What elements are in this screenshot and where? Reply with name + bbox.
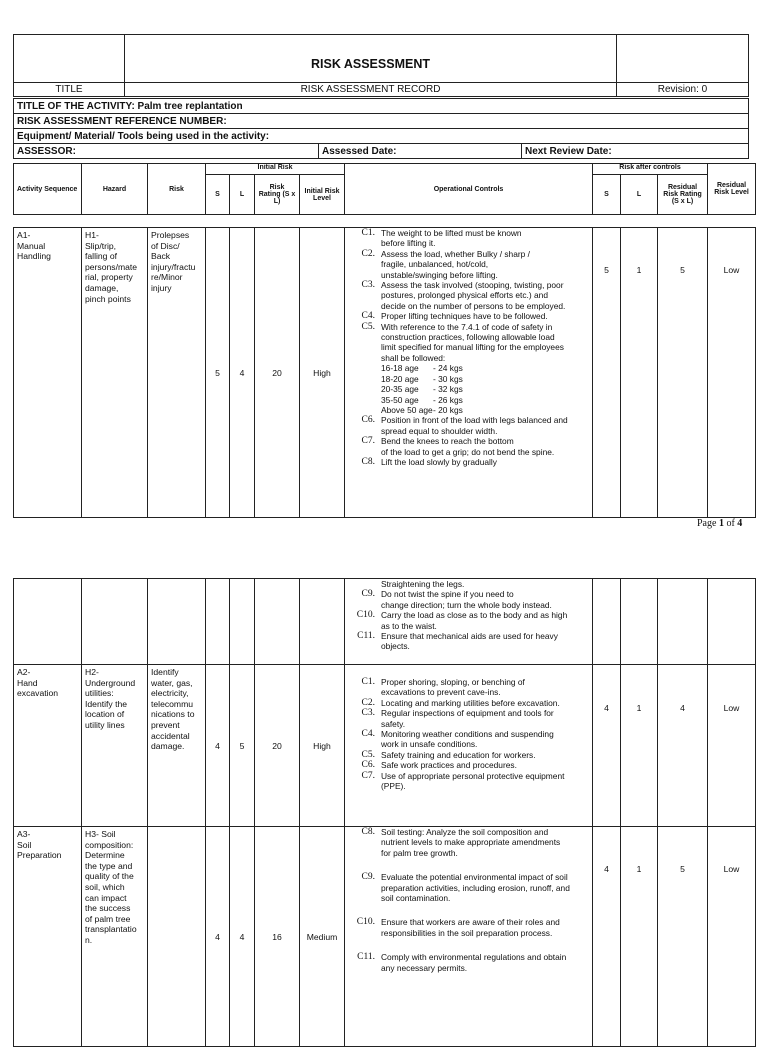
age-range: 35-50 age bbox=[381, 394, 419, 405]
residual-rating-cell: 5 bbox=[658, 827, 708, 1047]
risk-cell bbox=[148, 827, 206, 1047]
page-total: 4 bbox=[737, 518, 743, 529]
risk-table-header bbox=[13, 163, 756, 215]
residual-level-cell: Low bbox=[708, 665, 756, 827]
load-limit: - 26 kgs bbox=[433, 394, 463, 405]
control-number: C2. bbox=[361, 248, 375, 259]
control-text: Straightening the legs. bbox=[381, 579, 465, 589]
control-text: Comply with environmental regulations and obtain any necessary permits. bbox=[381, 952, 567, 973]
load-limit: - 20 kgs bbox=[433, 404, 463, 415]
col-s-after: S bbox=[593, 175, 621, 215]
severity-cell: 4 bbox=[206, 827, 230, 1047]
age-range: Above 50 age bbox=[381, 404, 433, 415]
likelihood-cell: 5 bbox=[230, 665, 255, 827]
control-text: Do not twist the spine if you need to change direction; turn the whole body instead. bbox=[381, 589, 552, 610]
age-limit-row bbox=[381, 374, 592, 384]
control-number: C4. bbox=[361, 311, 375, 322]
col-residual-level: Residual Risk Level bbox=[708, 164, 756, 215]
control-number: C9. bbox=[361, 589, 375, 600]
control-text: The weight to be lifted must be known before lifting it. bbox=[381, 228, 522, 249]
control-number: C1. bbox=[361, 228, 375, 238]
controls-cell bbox=[345, 665, 593, 827]
control-number: C3. bbox=[361, 280, 375, 291]
age-limit-row bbox=[381, 363, 592, 373]
control-text: Position in front of the load with legs balanced and spread equal to shoulder width. bbox=[381, 415, 568, 436]
activity-cell: A1- Manual Handling bbox=[14, 228, 82, 518]
risk-level-cell: Medium bbox=[300, 827, 345, 1047]
page-of: of bbox=[723, 518, 738, 529]
residual-rating-cell: 4 bbox=[658, 665, 708, 827]
likelihood-cell: 4 bbox=[230, 228, 255, 518]
control-text: Proper shoring, sloping, or benching of excavations to prevent cave-ins. bbox=[381, 677, 525, 698]
col-controls: Operational Controls bbox=[345, 164, 593, 215]
equipment-label: Equipment/ Material/ Tools being used in the activity: bbox=[14, 129, 749, 144]
load-limit: - 30 kgs bbox=[433, 373, 463, 384]
next-review-label: Next Review Date: bbox=[522, 144, 749, 159]
col-risk: Risk bbox=[148, 164, 206, 215]
control-number: C8. bbox=[361, 456, 375, 467]
control-number: C5. bbox=[361, 321, 375, 332]
controls-list bbox=[345, 827, 592, 973]
page-current: 1 bbox=[718, 518, 724, 529]
control-text: Use of appropriate personal protective equipment (PPE). bbox=[381, 770, 565, 792]
controls-list bbox=[345, 579, 592, 652]
control-number: C2. bbox=[361, 697, 375, 708]
control-text: Regular inspections of equipment and tools for safety. bbox=[381, 708, 554, 729]
logo-cell bbox=[14, 35, 125, 83]
reference-number: RISK ASSESSMENT REFERENCE NUMBER: bbox=[14, 114, 749, 129]
hazard-cell: H1- Slip/trip, falling of persons/mate rial, property damage, pinch points bbox=[82, 228, 148, 518]
info-table bbox=[13, 98, 749, 159]
control-text: Assess the task involved (stooping, twisting, poor postures, prolonged physical efforts etc.) and decide on the number of persons to be employed. bbox=[381, 280, 566, 311]
load-limit: - 24 kgs bbox=[433, 363, 463, 374]
control-number: C11. bbox=[357, 631, 375, 642]
control-number: C9. bbox=[361, 872, 375, 883]
col-residual-rating: Residual Risk Rating (S x L) bbox=[658, 175, 708, 215]
col-s: S bbox=[206, 175, 230, 215]
title-label: TITLE bbox=[14, 83, 125, 97]
residual-severity-cell: 5 bbox=[593, 228, 621, 518]
likelihood-cell: 4 bbox=[230, 827, 255, 1047]
risk-level-cell: High bbox=[300, 228, 345, 518]
risk-table-page2 bbox=[13, 578, 756, 1047]
col-hazard: Hazard bbox=[82, 164, 148, 215]
residual-severity-cell: 4 bbox=[593, 827, 621, 1047]
residual-level-cell: Low bbox=[708, 827, 756, 1047]
header-right-cell bbox=[617, 35, 749, 83]
residual-likelihood-cell: 1 bbox=[621, 827, 658, 1047]
risk-cell: Prolepses of Disc/ Back injury/fractu re/Minor injury bbox=[148, 228, 206, 518]
control-text: Locating and marking utilities before excavation. bbox=[381, 697, 560, 708]
age-limit-list bbox=[381, 363, 592, 415]
residual-likelihood-cell: 1 bbox=[621, 228, 658, 518]
control-text: Assess the load, whether Bulky / sharp / fragile, unbalanced, hot/cold, unstable/swinging before lifting. bbox=[381, 248, 530, 280]
risk-level-cell: High bbox=[300, 665, 345, 827]
controls-list bbox=[345, 228, 592, 467]
activity-cell: A2- Hand excavation bbox=[14, 665, 82, 827]
page-number bbox=[697, 518, 742, 529]
col-initial-level: Initial Risk Level bbox=[300, 175, 345, 215]
table-row bbox=[14, 827, 756, 1047]
severity-cell: 4 bbox=[206, 665, 230, 827]
control-number: C5. bbox=[361, 749, 375, 760]
control-text: Bend the knees to reach the bottom of the load to get a grip; do not bend the spine. bbox=[381, 436, 555, 457]
risk-rating-cell: 16 bbox=[255, 827, 300, 1047]
table-row bbox=[14, 665, 756, 827]
control-number: C10. bbox=[356, 610, 375, 621]
control-text: Ensure that workers are aware of their roles and responsibilities in the soil preparation process. bbox=[381, 917, 560, 938]
control-text: Carry the load as close as to the body and as high as to the waist. bbox=[381, 610, 568, 631]
control-text: Monitoring weather conditions and suspending work in unsafe conditions. bbox=[381, 729, 554, 750]
control-number bbox=[345, 363, 377, 415]
control-number: C8. bbox=[361, 827, 375, 837]
controls-cell bbox=[345, 579, 593, 665]
record-label: RISK ASSESSMENT RECORD bbox=[125, 83, 617, 97]
risk-rating-cell: 20 bbox=[255, 228, 300, 518]
revision-label: Revision: 0 bbox=[617, 83, 749, 97]
col-risk-after: Risk after controls bbox=[593, 164, 708, 175]
control-text: Ensure that mechanical aids are used for heavy objects. bbox=[381, 631, 558, 652]
age-range: 18-20 age bbox=[381, 373, 419, 384]
hazard-cell: H3- Soil composition: Determine the type and quality of the soil, which can impact the success of palm tree transplantatio n. bbox=[82, 827, 148, 1047]
control-number: C7. bbox=[361, 770, 375, 781]
control-text: Lift the load slowly by gradually bbox=[381, 456, 497, 467]
control-number: C11. bbox=[357, 952, 375, 963]
control-text: Safe work practices and procedures. bbox=[381, 760, 517, 771]
control-text: Safety training and education for workers. bbox=[381, 749, 536, 760]
control-number: C1. bbox=[361, 677, 375, 687]
control-number: C4. bbox=[361, 729, 375, 740]
document-title: RISK ASSESSMENT bbox=[125, 35, 617, 83]
col-initial-risk: Initial Risk bbox=[206, 164, 345, 175]
risk-rating-cell: 20 bbox=[255, 665, 300, 827]
activity-cell: A3- Soil Preparation bbox=[14, 827, 82, 1047]
age-limit-row bbox=[381, 405, 592, 415]
hazard-cell: H2- Underground utilities: Identify the location of utility lines bbox=[82, 665, 148, 827]
col-l: L bbox=[230, 175, 255, 215]
control-number: C10. bbox=[356, 917, 375, 928]
control-number: C6. bbox=[361, 760, 375, 771]
page-prefix: Page bbox=[697, 518, 719, 529]
control-number: C6. bbox=[361, 415, 375, 426]
control-number: C3. bbox=[361, 708, 375, 719]
control-text: With reference to the 7.4.1 of code of safety in construction practices, following allowable load limit specified for manual lifting for the employees shall be followed: bbox=[381, 321, 564, 363]
col-l-after: L bbox=[621, 175, 658, 215]
controls-cell bbox=[345, 827, 593, 1047]
controls-cell bbox=[345, 228, 593, 518]
age-limit-row bbox=[381, 384, 592, 394]
age-limit-row bbox=[381, 395, 592, 405]
controls-list bbox=[345, 665, 592, 791]
header-table bbox=[13, 34, 749, 97]
activity-title: TITLE OF THE ACTIVITY: Palm tree replantation bbox=[14, 99, 749, 114]
control-number: C7. bbox=[361, 436, 375, 447]
assessor-label: ASSESSOR: bbox=[14, 144, 319, 159]
risk-table-page1 bbox=[13, 227, 756, 518]
control-text: Evaluate the potential environmental impact of soil preparation activities, including erosion, runoff, and soil contamination. bbox=[381, 872, 570, 904]
age-range: 20-35 age bbox=[381, 384, 419, 395]
load-limit: - 32 kgs bbox=[433, 384, 463, 395]
severity-cell: 5 bbox=[206, 228, 230, 518]
assessed-date-label: Assessed Date: bbox=[319, 144, 522, 159]
control-text: Proper lifting techniques have to be followed. bbox=[381, 311, 548, 322]
control-text: Soil testing: Analyze the soil composition and nutrient levels to make appropriate amendments for palm tree growth. bbox=[381, 827, 561, 858]
control-number bbox=[345, 579, 377, 589]
risk-cell: Identify water, gas, electricity, telecommu nications to prevent accidental damage. bbox=[148, 665, 206, 827]
col-risk-rating: Risk Rating (S x L) bbox=[255, 175, 300, 215]
residual-likelihood-cell: 1 bbox=[621, 665, 658, 827]
table-row bbox=[14, 579, 756, 665]
residual-level-cell: Low bbox=[708, 228, 756, 518]
table-row bbox=[14, 228, 756, 518]
residual-severity-cell: 4 bbox=[593, 665, 621, 827]
col-activity: Activity Sequence bbox=[14, 164, 82, 215]
residual-rating-cell: 5 bbox=[658, 228, 708, 518]
age-range: 16-18 age bbox=[381, 363, 419, 374]
